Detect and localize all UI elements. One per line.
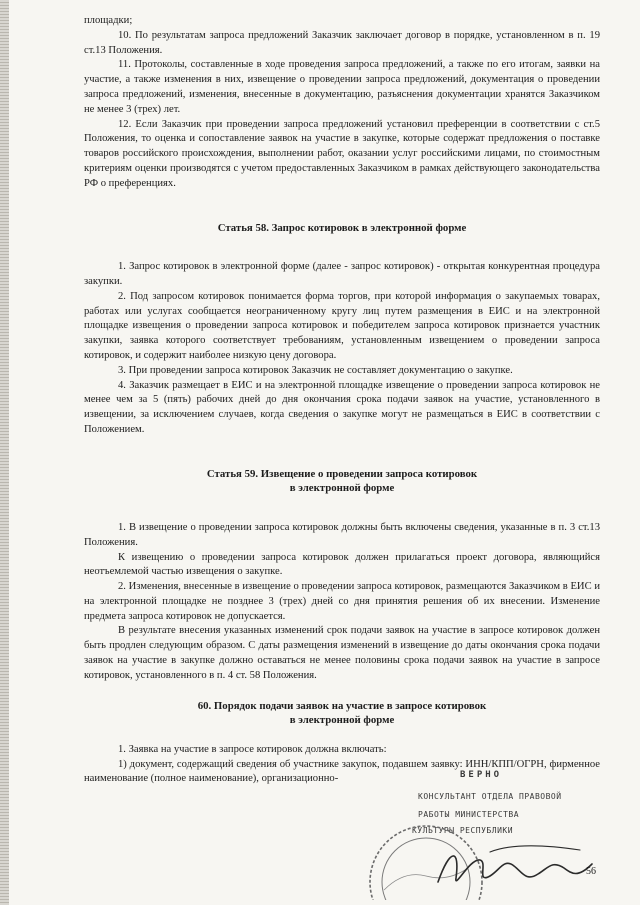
article-60-title: [84, 699, 600, 728]
article-59-title-line1: Статья 59. Извещение о проведении запроса котировок: [206, 467, 478, 480]
paragraph: 12. Если Заказчик при проведении запроса предложений установил преференции в соответствии с ст.5 Положения, то оценка и сопоставление заявок на участие в закупке, которые содержат предложения о поставке товаров российского происхождения, выполнении работ, оказании услуг российскими лицами, по стоимостным критериям оценки производятся с учетом предоставленных Заказчиком в рамках действующего законодательства РФ о преференциях.: [84, 118, 600, 189]
article-59-title: [84, 467, 600, 496]
stamp-line: КУЛЬТУРЫ РЕСПУБЛИКИ: [412, 826, 514, 835]
paragraph: 1. Заявка на участие в запросе котировок должна включать:: [118, 743, 387, 755]
paragraph: 1) документ, содержащий сведения об участнике закупок, подавшем заявку: ИНН/КПП/ОГРН, фирменное наименование (полное наименование), организационно-: [84, 758, 600, 785]
page-number: 56: [586, 866, 596, 877]
article-58-title: Статья 58. Запрос котировок в электронной форме: [217, 221, 467, 234]
stamp-line: КОНСУЛЬТАНТ ОТДЕЛА ПРАВОВОЙ: [418, 792, 562, 801]
paragraph: 11. Протоколы, составленные в ходе проведения запроса предложений, а также по его итогам, заявки на участие, а также изменения в них, извещение о проведении запроса предложений, документация о проведении запроса предложений, изменения, внесенные в документацию, разъяснения документации хранятся Заказчиком не менее 3 (трех) лет.: [84, 59, 600, 115]
paragraph: 4. Заказчик размещает в ЕИС и на электронной площадке извещение о проведении запроса котировок не менее чем за 5 (пять) рабочих дней до дня окончания срока подачи заявок на участие, установленного в извещении, за исключением случаев, когда сведения о закупке могут не размещаться в ЕИС в соответствии с Положением.: [84, 379, 600, 435]
paragraph: В результате внесения указанных изменений срок подачи заявок на участие в запросе котировок должен быть продлен следующим образом. С даты размещения изменений в извещение до даты окончания срока подачи заявок на участие в закупке должно оставаться не менее половины срока подачи заявок на участие в запросе котировок, установленного в п. 4 ст. 58 Положения.: [84, 625, 600, 681]
paragraph: 3. При проведении запроса котировок Заказчик не составляет документацию о закупке.: [118, 364, 513, 376]
stamp-line: ВЕРНО: [460, 770, 503, 780]
article-59-title-line2: в электронной форме: [289, 482, 395, 495]
document-page: [84, 14, 600, 787]
paragraph: 1. В извещение о проведении запроса котировок должны быть включены сведения, указанные в п. 3 ст.13 Положения.: [84, 521, 600, 548]
paragraph: 2. Под запросом котировок понимается форма торгов, при которой информация о закупаемых товарах, работах или услугах сообщается неограниченному кругу лиц путем размещения в ЕИС и на электронной площадке извещения о проведении запроса котировок и победителем запроса котировок признается участник закупки, заявка которого соответствует требованиям, установленным извещением о проведении запроса котировок, и содержит наиболее низкую цену договора.: [84, 290, 600, 361]
paragraph: 1. Запрос котировок в электронной форме (далее - запрос котировок) - открытая конкурентная процедура закупки.: [84, 261, 600, 287]
paragraph: 2. Изменения, внесенные в извещение о проведении запроса котировок, размещаются Заказчиком в ЕИС и на электронной площадке не позднее 3 (трех) дней со дня принятия решения об их внесении. Изменение предмета запроса котировок не допускается.: [84, 581, 600, 622]
paragraph: 10. По результатам запроса предложений Заказчик заключает договор в порядке, установленном в п. 19 ст.13 Положения.: [84, 29, 600, 56]
paragraph: К извещению о проведении запроса котировок должен прилагаться проект договора, являющийся неотъемлемой частью извещения о закупке.: [84, 551, 600, 578]
article-60-title-line1: 60. Порядок подачи заявок на участие в запросе котировок: [197, 699, 487, 712]
binding-edge: [0, 0, 9, 905]
article-60-title-line2: в электронной форме: [289, 714, 395, 727]
stamp-line: РАБОТЫ МИНИСТЕРСТВА: [418, 810, 520, 819]
signature-icon: [430, 838, 600, 898]
paragraph: площадки;: [84, 15, 133, 26]
